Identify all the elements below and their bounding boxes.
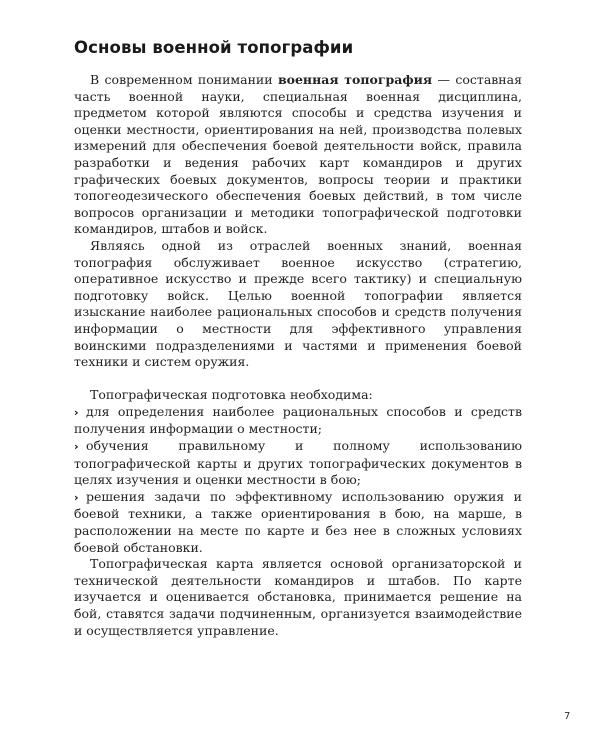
bullet-icon: › (74, 405, 79, 419)
list-item (74, 404, 522, 438)
list-item (74, 438, 522, 489)
paragraph-2: Являясь одной из отраслей военных знаний, военная топография обслуживает военное искусство (стратегию, оперативное искусство и прежде всего тактику) и специальную подготовку войск. Целью военной топографии является изыскание наиболее рациональных способов и средств получения информации о местности для эффективного управления воинскими подразделениями и частями и применения боевой техники и систем оружия. (74, 237, 522, 370)
page-title: Основы военной топографии (74, 38, 354, 57)
list-item-text: для определения наиболее рациональных способов и средств получения информации о местности; (74, 403, 522, 437)
term-military-topography: военная топография (277, 72, 433, 87)
paragraph-3: Топографическая карта является основой организаторской и технической деятельности командиров и штабов. По карте изучается и оценивается обстановка, принимается решение на бой, ставятся задачи подчиненным, организуется взаимодействие и осуществляется управление. (74, 556, 522, 638)
list-item (74, 489, 522, 556)
bullet-icon: › (74, 440, 79, 454)
paragraph-1-lead: В современном понимании (90, 72, 278, 87)
body-text (74, 72, 522, 639)
bullet-icon: › (74, 490, 79, 504)
list-item-text: решения задачи по эффективному использованию оружия и боевой техники, а также ориентирования в бою, на марше, в расположении на месте по карте и без нее в сложных условиях боевой обстановки. (74, 488, 522, 555)
paragraph-1 (74, 72, 522, 238)
paragraph-spacer (74, 371, 522, 388)
page-number: 7 (564, 711, 571, 722)
list-item-text: обучения правильному и полному использованию топографической карты и других топографических документов в целях изучения и оценки местности в бою; (74, 438, 522, 488)
paragraph-1-rest: — составная часть военной науки, специальная военная дисциплина, предметом которой являются способы и средства изучения и оценки местности, ориентирования на ней, производства полевых измерений для обеспечения боевой деятельности войск, правила разработки и ведения рабочих карт командиров и других графических боевых документов, вопросы теории и практики топогеодезического обеспечения боевых действий, в том числе вопросов организации и методики топографической подготовки командиров, штабов и войск. (74, 72, 522, 237)
list-intro: Топографическая подготовка необходима: (90, 387, 373, 403)
